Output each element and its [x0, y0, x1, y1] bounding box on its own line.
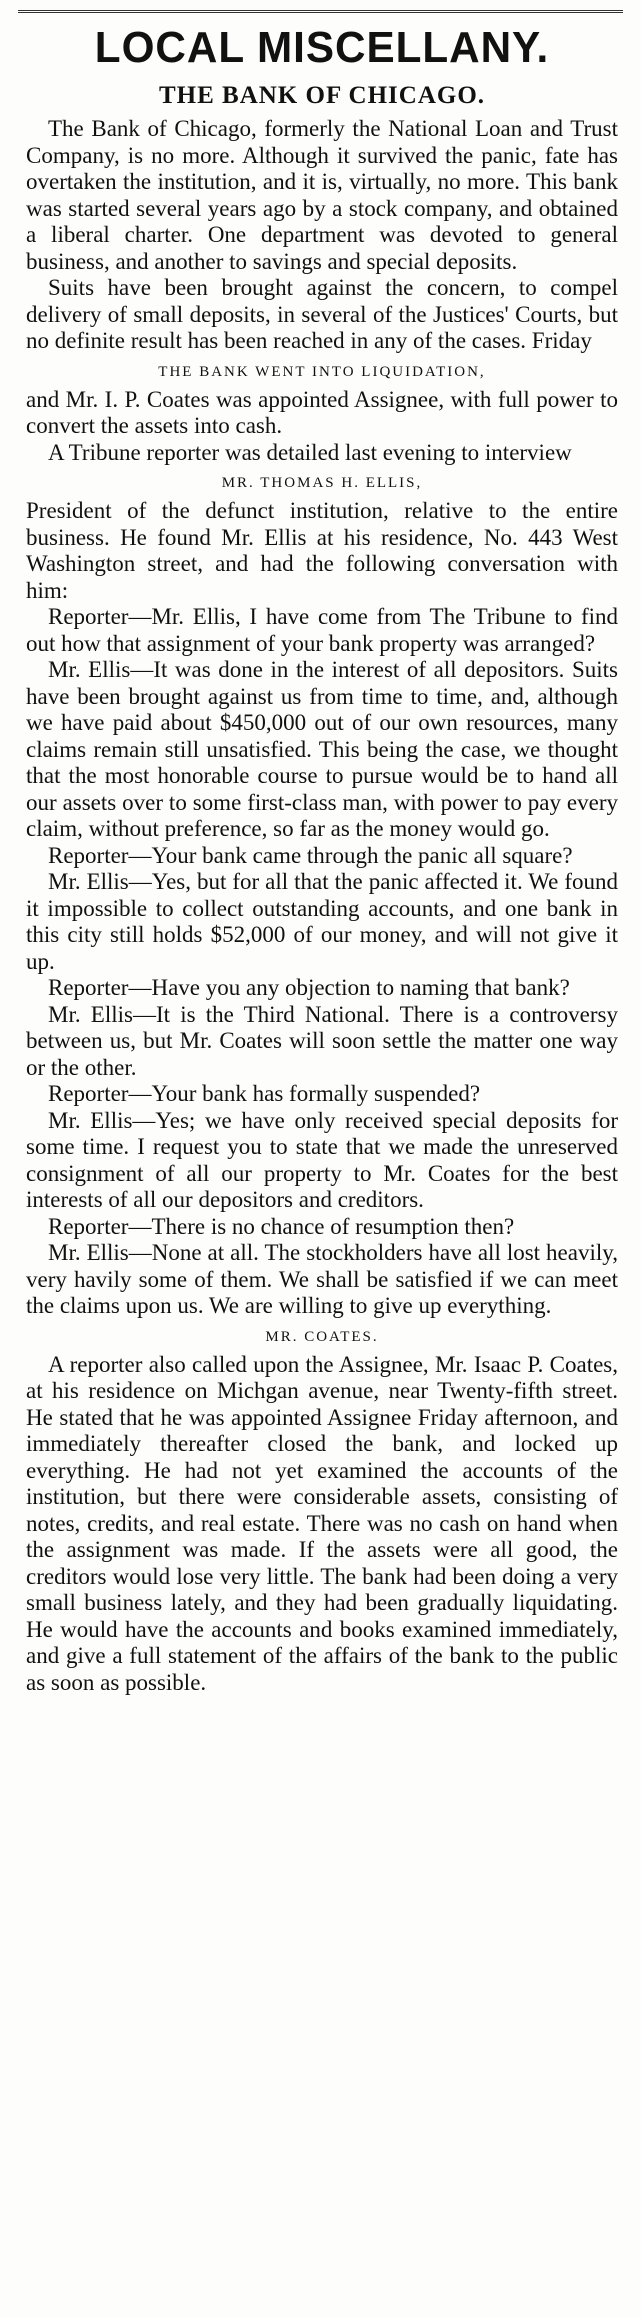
paragraph: Suits have been brought against the concern, to compel delivery of small deposits, in several of the Justices' Courts, but no definite result has been reached in any of the cases. Friday	[26, 275, 618, 353]
paragraph: Mr. Ellis—Yes, but for all that the panic affected it. We found it impossible to collect outstanding accounts, and one bank in this city still holds $52,000 of our money, and will not give it up.	[26, 869, 618, 974]
subhead-coates: MR. COATES.	[265, 1328, 379, 1345]
article-column	[26, 22, 618, 1696]
paragraph: A Tribune reporter was detailed last evening to interview	[48, 439, 572, 465]
subhead-ellis: MR. THOMAS H. ELLIS,	[221, 475, 423, 491]
paragraph: Reporter—Your bank came through the panic all square?	[48, 842, 573, 868]
top-rule	[18, 10, 623, 13]
subhead-liquidation: THE BANK WENT INTO LIQUIDATION,	[158, 363, 486, 380]
paragraph: Mr. Ellis—Yes; we have only received special deposits for some time. I request you to state that we made the unreserved consignment of all our property to Mr. Coates for the best interests of all our depositors and creditors.	[26, 1107, 618, 1212]
paragraph: Reporter—Your bank has formally suspended?	[48, 1081, 481, 1106]
paragraph: Reporter—Have you any objection to naming that bank?	[48, 975, 570, 1000]
paragraph: Reporter—There is no chance of resumption then?	[48, 1213, 515, 1239]
paragraph: Mr. Ellis—It is the Third National. There is a controversy between us, but Mr. Coates will soon settle the matter one way or the other.	[26, 1001, 618, 1080]
paragraph: The Bank of Chicago, formerly the National Loan and Trust Company, is no more. Although it survived the panic, fate has overtaken the institution, and it is, virtually, no more. This bank was started several years ago by a stock company, and obtained a liberal charter. One department was devoted to general business, and another to savings and special deposits.	[26, 116, 618, 274]
paragraph: A reporter also called upon the Assignee, Mr. Isaac P. Coates, at his residence on Michgan avenue, near Twenty-fifth street. He stated that he was appointed Assignee Friday afternoon, and immediately thereafter closed the bank, and locked up everything. He had not yet examined the accounts of the institution, but there were considerable assets, consisting of notes, credits, and real estate. There was no cash on hand when the assignment was made. If the assets were all good, the creditors would lose very little. The bank had been doing a very small business lately, and they had been gradually liquidating. He would have the accounts and books examined immediately, and give a full statement of the affairs of the bank to the public as soon as possible.	[26, 1351, 618, 1695]
paragraph: Reporter—Mr. Ellis, I have come from The Tribune to find out how that assignment of your bank property was arranged?	[26, 604, 618, 656]
paragraph: Mr. Ellis—None at all. The stockholders have all lost heavily, very havily some of them. We shall be satisfied if we can meet the claims upon us. We are willing to give up everything.	[26, 1240, 618, 1318]
section-title: LOCAL MISCELLANY.	[94, 23, 550, 72]
paragraph: and Mr. I. P. Coates was appointed Assignee, with full power to convert the assets into cash.	[26, 386, 618, 438]
paragraph: President of the defunct institution, relative to the entire business. He found Mr. Ellis at his residence, No. 443 West Washington street, and had the following conversation with him:	[26, 498, 618, 603]
article-headline: THE BANK OF CHICAGO.	[158, 82, 486, 109]
paragraph: Mr. Ellis—It was done in the interest of all depositors. Suits have been brought against us from time to time, and, although we have paid about $450,000 out of our own resources, many claims remain still unsatisfied. This being the case, we thought that the most honorable course to pursue would be to hand all our assets over to some first-class man, with power to pay every claim, without preference, so far as the money would go.	[26, 657, 618, 841]
